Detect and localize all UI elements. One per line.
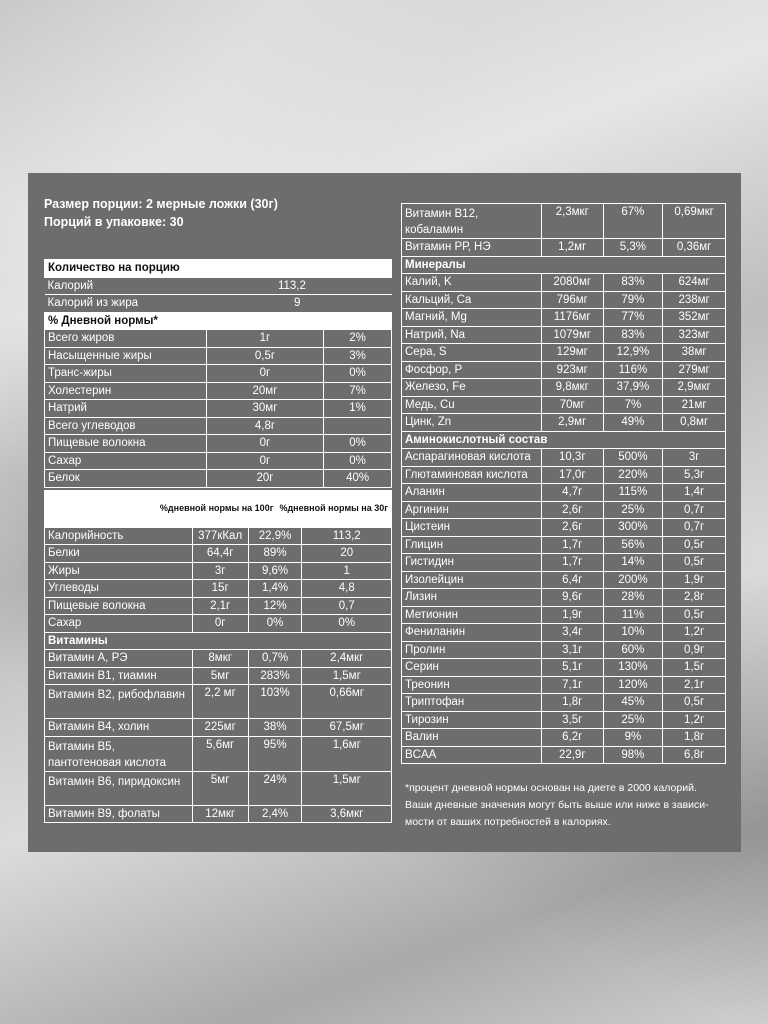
table-row [402, 711, 726, 729]
nutrient-dv: 40% [324, 470, 392, 488]
table-row [45, 667, 392, 685]
servings-per-pack: Порций в упаковке: 30 [44, 215, 184, 229]
item-amount-100g: 5,1г [541, 659, 603, 677]
per-serving-rows [45, 330, 392, 488]
item-name: Пищевые волокна [45, 597, 193, 615]
table-row [402, 536, 726, 554]
item-amount-30g: 4,8 [302, 580, 392, 598]
item-amount-100g: 22,9г [541, 746, 603, 764]
table-row [402, 326, 726, 344]
item-amount-100g: 377кКал [192, 527, 248, 545]
item-name: Глицин [402, 536, 542, 554]
item-name: Серин [402, 659, 542, 677]
table-row [45, 545, 392, 563]
item-amount-100g: 15г [192, 580, 248, 598]
item-dv-100g: 115% [603, 484, 663, 502]
nutrition-panel [28, 173, 741, 852]
vitamin-right-rows [402, 204, 726, 257]
item-name: Магний, Mg [402, 309, 542, 327]
table-row [402, 466, 726, 484]
item-amount-30g: 2,4мкг [302, 650, 392, 668]
item-amount-100g: 10,3г [541, 449, 603, 467]
item-dv-100g: 49% [603, 414, 663, 432]
nutrient-dv: 0% [324, 435, 392, 453]
table-row [402, 501, 726, 519]
table-row [45, 615, 392, 633]
item-amount-100g: 3,5г [541, 711, 603, 729]
nutrient-amount: 20мг [206, 382, 324, 400]
serving-size: Размер порции: 2 мерные ложки (30г) [44, 197, 278, 211]
item-amount-30g: 6,8г [663, 746, 726, 764]
item-name: Сахар [45, 615, 193, 633]
mineral-rows [402, 274, 726, 432]
nutrient-name: Холестерин [45, 382, 207, 400]
item-amount-30g: 352мг [663, 309, 726, 327]
item-name: Гистидин [402, 554, 542, 572]
table-row [402, 239, 726, 257]
item-name: BCAA [402, 746, 542, 764]
footnote: *процент дневной нормы основан на диете в 2000 калорий. Ваши дневные значения могут быть выше или ниже в зависи-мости от ваших потребностей в калориях. [405, 782, 709, 828]
item-amount-100g: 2,6г [541, 519, 603, 537]
nutrient-name: Всего углеводов [45, 417, 207, 435]
item-amount-30g: 0,7г [663, 519, 726, 537]
item-dv-100g: 83% [603, 326, 663, 344]
table-row [45, 330, 392, 348]
item-dv-100g: 1,4% [248, 580, 302, 598]
per-serving-table [44, 259, 392, 488]
calories-value: 113,2 [264, 277, 392, 295]
item-dv-100g: 22,9% [248, 527, 302, 545]
table-row [402, 396, 726, 414]
nutrient-amount: 0г [206, 365, 324, 383]
item-name: Сера, S [402, 344, 542, 362]
item-dv-100g: 200% [603, 571, 663, 589]
item-name: Витамин РР, НЭ [402, 239, 542, 257]
item-amount-100g: 64,4г [192, 545, 248, 563]
amino-rows [402, 449, 726, 764]
item-amount-100g: 1079мг [541, 326, 603, 344]
item-name: Железо, Fe [402, 379, 542, 397]
item-name: Лизин [402, 589, 542, 607]
item-amount-30g: 0,9г [663, 641, 726, 659]
item-dv-100g: 28% [603, 589, 663, 607]
table-row [402, 449, 726, 467]
item-amount-30g: 0,8мг [663, 414, 726, 432]
item-amount-30g: 1,9г [663, 571, 726, 589]
item-dv-100g: 83% [603, 274, 663, 292]
item-dv-100g: 120% [603, 676, 663, 694]
item-name: Витамин В4, холин [45, 719, 193, 737]
table-row [402, 589, 726, 607]
table-row [45, 685, 392, 719]
minerals-header: Минералы [402, 256, 726, 274]
item-dv-100g: 11% [603, 606, 663, 624]
dv-100g-header: %дневной нормы на 100г [157, 490, 277, 526]
table-row [402, 624, 726, 642]
table-row [402, 729, 726, 747]
item-amount-30g: 0,69мкг [663, 204, 726, 239]
item-amount-100g: 3,4г [541, 624, 603, 642]
item-amount-30g: 1,2г [663, 624, 726, 642]
table-row [402, 519, 726, 537]
nutrient-name: Пищевые волокна [45, 435, 207, 453]
item-dv-100g: 116% [603, 361, 663, 379]
item-name: Тирозин [402, 711, 542, 729]
left-column [44, 195, 392, 823]
item-amount-30g: 67,5мг [302, 719, 392, 737]
item-amount-30g: 21мг [663, 396, 726, 414]
item-dv-100g: 7% [603, 396, 663, 414]
item-name: Пролин [402, 641, 542, 659]
item-dv-100g: 103% [248, 685, 302, 719]
item-amount-100g: 3,1г [541, 641, 603, 659]
item-amount-30g: 279мг [663, 361, 726, 379]
item-name: Аргинин [402, 501, 542, 519]
item-name: Треонин [402, 676, 542, 694]
nutrient-amount: 20г [206, 470, 324, 488]
table-row [402, 571, 726, 589]
item-amount-100g: 5,6мг [192, 736, 248, 771]
item-amount-30g: 0,5г [663, 694, 726, 712]
item-amount-100g: 796мг [541, 291, 603, 309]
table-row [45, 417, 392, 435]
item-dv-100g: 37,9% [603, 379, 663, 397]
item-amount-100g: 1,2мг [541, 239, 603, 257]
item-name: Витамин А, РЭ [45, 650, 193, 668]
table-row [45, 347, 392, 365]
item-amount-30g: 0% [302, 615, 392, 633]
item-amount-100g: 1,9г [541, 606, 603, 624]
nutrient-amount: 0г [206, 452, 324, 470]
item-amount-100g: 70мг [541, 396, 603, 414]
table-row [45, 527, 392, 545]
table-row [45, 597, 392, 615]
item-amount-30g: 1,5мг [302, 667, 392, 685]
nutrient-name: Сахар [45, 452, 207, 470]
item-amount-30g: 1,8г [663, 729, 726, 747]
item-amount-30g: 1,5г [663, 659, 726, 677]
item-dv-100g: 24% [248, 771, 302, 805]
item-dv-100g: 283% [248, 667, 302, 685]
table-row [45, 771, 392, 805]
nutrient-amount: 4,8г [206, 417, 324, 435]
item-amount-100g: 0г [192, 615, 248, 633]
item-name: Валин [402, 729, 542, 747]
item-amount-100g: 5мг [192, 771, 248, 805]
item-amount-100g: 1,7г [541, 536, 603, 554]
item-amount-30g: 2,9мкг [663, 379, 726, 397]
item-dv-100g: 25% [603, 501, 663, 519]
nutrient-amount: 1г [206, 330, 324, 348]
item-amount-30g: 323мг [663, 326, 726, 344]
item-amount-100g: 2,1г [192, 597, 248, 615]
nutrient-dv: 3% [324, 347, 392, 365]
nutrient-dv: 0% [324, 365, 392, 383]
item-dv-100g: 14% [603, 554, 663, 572]
item-amount-30g: 2,1г [663, 676, 726, 694]
item-name: Калий, K [402, 274, 542, 292]
composition-table [44, 490, 392, 527]
item-amount-100g: 6,4г [541, 571, 603, 589]
item-amount-100g: 6,2г [541, 729, 603, 747]
item-name: Витамин В1, тиамин [45, 667, 193, 685]
item-name: Кальций, Ca [402, 291, 542, 309]
item-amount-30g: 0,5г [663, 536, 726, 554]
item-amount-30g: 5,3г [663, 466, 726, 484]
fat-calories-label: Калорий из жира [45, 295, 264, 313]
item-amount-100g: 8мкг [192, 650, 248, 668]
dv-30g-header: %дневной нормы на 30г [276, 490, 391, 526]
right-column [401, 203, 726, 831]
table-row [402, 554, 726, 572]
item-amount-100g: 4,7г [541, 484, 603, 502]
item-name: Аланин [402, 484, 542, 502]
table-row [45, 400, 392, 418]
item-name: Изолейцин [402, 571, 542, 589]
item-name: Калорийность [45, 527, 193, 545]
item-name: Жиры [45, 562, 193, 580]
nutrient-dv: 1% [324, 400, 392, 418]
item-amount-100g: 923мг [541, 361, 603, 379]
item-name: Фосфор, P [402, 361, 542, 379]
item-dv-100g: 12% [248, 597, 302, 615]
table-row [402, 379, 726, 397]
item-amount-100g: 2,3мкг [541, 204, 603, 239]
item-dv-100g: 220% [603, 466, 663, 484]
nutrient-name: Насыщенные жиры [45, 347, 207, 365]
table-row [45, 365, 392, 383]
item-dv-100g: 5,3% [603, 239, 663, 257]
item-dv-100g: 89% [248, 545, 302, 563]
calories-label: Калорий [45, 277, 264, 295]
vitamin-rows [45, 650, 392, 823]
table-row [402, 291, 726, 309]
item-amount-30g: 1 [302, 562, 392, 580]
item-dv-100g: 9,6% [248, 562, 302, 580]
table-row [45, 719, 392, 737]
item-amount-100g: 3г [192, 562, 248, 580]
item-amount-30g: 0,66мг [302, 685, 392, 719]
table-row [402, 676, 726, 694]
item-name: Витамин В5, пантотеновая кислота [45, 736, 193, 771]
item-name: Белки [45, 545, 193, 563]
item-dv-100g: 2,4% [248, 805, 302, 823]
item-name: Витамин В12, кобаламин [402, 204, 542, 239]
item-amount-30g: 1,4г [663, 484, 726, 502]
item-dv-100g: 67% [603, 204, 663, 239]
table-row [402, 694, 726, 712]
item-amount-100g: 5мг [192, 667, 248, 685]
item-amount-100g: 225мг [192, 719, 248, 737]
item-dv-100g: 10% [603, 624, 663, 642]
table-row [402, 484, 726, 502]
item-amount-30g: 1,6мг [302, 736, 392, 771]
table-row [45, 382, 392, 400]
item-dv-100g: 0,7% [248, 650, 302, 668]
item-dv-100g: 500% [603, 449, 663, 467]
item-amount-100g: 1176мг [541, 309, 603, 327]
table-row [45, 435, 392, 453]
item-dv-100g: 60% [603, 641, 663, 659]
item-name: Витамин В9, фолаты [45, 805, 193, 823]
item-dv-100g: 38% [248, 719, 302, 737]
item-amount-30g: 0,5г [663, 606, 726, 624]
table-row [402, 344, 726, 362]
item-amount-100g: 9,8мкг [541, 379, 603, 397]
item-name: Цинк, Zn [402, 414, 542, 432]
item-dv-100g: 130% [603, 659, 663, 677]
item-amount-30g: 1,2г [663, 711, 726, 729]
per-serving-header: Количество на порцию [45, 260, 392, 278]
table-row [402, 309, 726, 327]
item-dv-100g: 56% [603, 536, 663, 554]
item-name: Фениланин [402, 624, 542, 642]
composition-rows [45, 527, 392, 632]
nutrient-amount: 0г [206, 435, 324, 453]
item-name: Витамин В2, рибофлавин [45, 685, 193, 719]
item-dv-100g: 25% [603, 711, 663, 729]
item-amount-100g: 129мг [541, 344, 603, 362]
nutrient-dv: 0% [324, 452, 392, 470]
table-row [45, 452, 392, 470]
item-dv-100g: 12,9% [603, 344, 663, 362]
item-amount-30g: 3,6мкг [302, 805, 392, 823]
item-name: Глютаминовая кислота [402, 466, 542, 484]
nutrient-dv [324, 417, 392, 435]
daily-value-header: % Дневной нормы* [45, 312, 392, 330]
nutrient-dv: 2% [324, 330, 392, 348]
item-amount-30g: 38мг [663, 344, 726, 362]
item-name: Витамин В6, пиридоксин [45, 771, 193, 805]
item-dv-100g: 79% [603, 291, 663, 309]
item-amount-30g: 0,5г [663, 554, 726, 572]
item-amount-30g: 2,8г [663, 589, 726, 607]
item-name: Цистеин [402, 519, 542, 537]
table-row [402, 361, 726, 379]
table-row [45, 470, 392, 488]
table-row [402, 606, 726, 624]
item-name: Триптофан [402, 694, 542, 712]
composition-values-table [44, 527, 392, 824]
item-name: Углеводы [45, 580, 193, 598]
nutrient-name: Транс-жиры [45, 365, 207, 383]
table-row [45, 736, 392, 771]
item-amount-100g: 7,1г [541, 676, 603, 694]
nutrient-name: Белок [45, 470, 207, 488]
item-amount-100g: 1,7г [541, 554, 603, 572]
item-amount-100g: 1,8г [541, 694, 603, 712]
item-amount-30g: 0,7г [663, 501, 726, 519]
item-amount-100g: 2,9мг [541, 414, 603, 432]
right-table [401, 203, 726, 764]
table-row [402, 204, 726, 239]
nutrient-amount: 30мг [206, 400, 324, 418]
item-amount-100g: 17,0г [541, 466, 603, 484]
item-amount-30g: 0,36мг [663, 239, 726, 257]
item-name: Аспарагиновая кислота [402, 449, 542, 467]
item-dv-100g: 98% [603, 746, 663, 764]
item-name: Медь, Cu [402, 396, 542, 414]
table-row [45, 650, 392, 668]
item-dv-100g: 0% [248, 615, 302, 633]
nutrient-name: Натрий [45, 400, 207, 418]
item-amount-30g: 113,2 [302, 527, 392, 545]
item-amount-30g: 20 [302, 545, 392, 563]
table-row [45, 580, 392, 598]
item-dv-100g: 45% [603, 694, 663, 712]
nutrient-name: Всего жиров [45, 330, 207, 348]
item-amount-100g: 2,2 мг [192, 685, 248, 719]
item-dv-100g: 77% [603, 309, 663, 327]
item-amount-30g: 1,5мг [302, 771, 392, 805]
item-amount-100g: 9,6г [541, 589, 603, 607]
item-amount-30g: 0,7 [302, 597, 392, 615]
table-row [45, 805, 392, 823]
item-name: Метионин [402, 606, 542, 624]
table-row [402, 274, 726, 292]
vitamins-header: Витамины [45, 632, 392, 650]
table-row [45, 562, 392, 580]
nutrient-amount: 0,5г [206, 347, 324, 365]
item-name: Натрий, Na [402, 326, 542, 344]
item-dv-100g: 9% [603, 729, 663, 747]
table-row [402, 659, 726, 677]
item-amount-100g: 2,6г [541, 501, 603, 519]
table-row [402, 641, 726, 659]
item-amount-30g: 3г [663, 449, 726, 467]
table-row [402, 414, 726, 432]
amino-header: Аминокислотный состав [402, 431, 726, 449]
item-amount-30g: 238мг [663, 291, 726, 309]
item-dv-100g: 95% [248, 736, 302, 771]
table-row [402, 746, 726, 764]
fat-calories-value: 9 [264, 295, 392, 313]
item-amount-100g: 12мкг [192, 805, 248, 823]
item-amount-100g: 2080мг [541, 274, 603, 292]
nutrient-dv: 7% [324, 382, 392, 400]
item-amount-30g: 624мг [663, 274, 726, 292]
item-dv-100g: 300% [603, 519, 663, 537]
